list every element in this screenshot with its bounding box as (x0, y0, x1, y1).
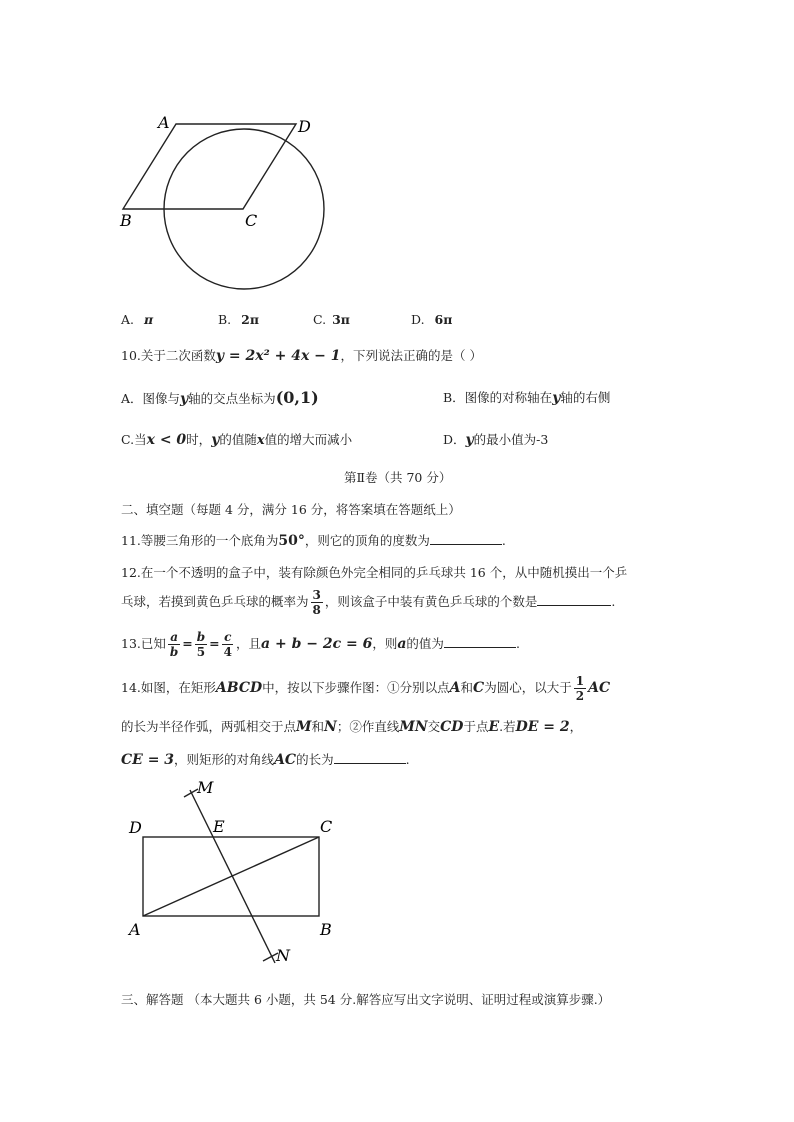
q11-pre: 11.等腰三角形的一个底角为 (121, 533, 279, 548)
q10-a-var: y (180, 391, 189, 407)
q10-c-mid2: 的值随 (219, 432, 257, 447)
figure-rectangle-bisector (120, 775, 350, 975)
q12-line2-post: ，则该盒子中装有黄色乒乓球的个数是 (324, 594, 538, 609)
q13-f1-den: b (169, 645, 179, 659)
q14-point-n: N (324, 719, 337, 735)
q14-ac: AC (588, 680, 611, 696)
q11-answer-blank[interactable] (430, 534, 502, 545)
q10-c-mid: 时， (186, 432, 212, 447)
q14-de: DE = 2 (515, 719, 570, 735)
q11-end: . (501, 533, 506, 548)
q10-b-post: 轴的右侧 (560, 390, 611, 405)
q14-l1-pre: 14.如图，在矩形 (121, 680, 216, 695)
q9-option-c-letter: C. (313, 312, 327, 327)
q14-point-m: M (296, 719, 312, 735)
fig2-label-e: E (213, 817, 225, 836)
q14-l2-mid3: 于点 (463, 719, 489, 734)
q14-end: . (405, 752, 410, 767)
fig1-label-b: B (120, 211, 132, 230)
q10-a-pre: A．图像与 (121, 391, 181, 406)
q14-answer-blank[interactable] (334, 753, 406, 764)
q13-f1-num: a (170, 630, 178, 644)
q14-l2-end: ， (569, 719, 583, 734)
q10-stem-post: ，下列说法正确的是（ ） (340, 348, 482, 363)
q9-option-d-letter: D. (411, 312, 425, 327)
q9-option-b-value: 2π (241, 312, 260, 327)
q13-var: a (397, 636, 407, 652)
q11-angle: 50° (278, 533, 305, 549)
fig1-label-a: A (158, 113, 170, 132)
q10-stem-text: 10.关于二次函数 (121, 348, 216, 363)
q10-option-a (121, 388, 319, 407)
q14-line2 (121, 717, 582, 735)
q9-option-c (313, 312, 350, 327)
q13-frac-2 (195, 630, 207, 659)
q14-point-a: A (449, 680, 461, 696)
q14-half-den: 2 (575, 689, 585, 703)
fig1-label-d: D (298, 117, 311, 136)
q9-option-b-letter: B. (218, 312, 232, 327)
q12-line1: 12.在一个不透明的盒子中，装有除颜色外完全相同的乒乓球共 16 个，从中随机摸出一个乒 (121, 565, 628, 580)
q9-option-d (411, 312, 452, 327)
q13-eq-1: = (182, 636, 193, 651)
q10-option-c (121, 430, 352, 448)
q14-l2-and: 和 (311, 719, 325, 734)
q13-f3-den: 4 (223, 645, 232, 659)
q13-f2-den: 5 (196, 645, 206, 659)
q10-c-cond: x < 0 (146, 432, 187, 448)
q10-a-mid: 轴的交点坐标为 (188, 391, 276, 406)
q14-l1-mid: 中，按以下步骤作图：①分别以点 (262, 680, 450, 695)
figure-parallelogram-circle (110, 108, 340, 298)
arc-mark-m (184, 789, 198, 797)
q11 (121, 531, 506, 549)
q14-line1 (121, 674, 610, 703)
q13-f3-num: c (224, 630, 232, 644)
q14-l3-post: 的长为 (296, 752, 334, 767)
q14-l2-mid: ；②作直线 (336, 719, 400, 734)
q13-frac-1 (168, 630, 180, 659)
q10-option-b (443, 388, 610, 406)
q10-a-point: (0,1) (275, 388, 319, 407)
q10-c-var: y (211, 432, 220, 448)
q12-answer-blank[interactable] (537, 595, 611, 606)
q13-pre: 13.已知 (121, 636, 166, 651)
q9-option-a (121, 312, 153, 327)
fig2-label-n: N (276, 946, 290, 965)
q14-ac2: AC (274, 752, 297, 768)
fig2-label-m: M (197, 778, 214, 797)
q13-end: . (515, 636, 520, 651)
section-2-heading: 二、填空题（每题 4 分，满分 16 分，将答案填在答题纸上） (121, 502, 461, 517)
q10-d-post: 的最小值为-3 (473, 432, 549, 447)
fig1-label-c: C (245, 211, 258, 230)
q13-eq-2: = (209, 636, 220, 651)
q13-mid2: ，则 (372, 636, 398, 651)
q14-line-mn: MN (399, 719, 428, 735)
q14-point-c: C (473, 680, 485, 696)
q13-condition: a + b − 2c = 6 (261, 636, 373, 652)
q9-option-c-value: 3π (332, 312, 350, 327)
q9-option-a-letter: A. (121, 312, 135, 327)
q9-option-b (218, 312, 259, 327)
q12-line2 (121, 588, 615, 617)
q14-l2-mid2: 交 (427, 719, 441, 734)
q14-l1-and: 和 (460, 680, 474, 695)
q10-function: y = 2x² + 4x − 1 (215, 348, 341, 364)
q13-mid: ，且 (236, 636, 262, 651)
q9-option-a-value: π (144, 312, 154, 327)
q9-option-d-value: 6π (434, 312, 453, 327)
q10-c-post: 值的增大而减小 (264, 432, 353, 447)
section-2-title: 第Ⅱ卷（共 70 分） (344, 470, 452, 485)
q13-frac-3 (222, 630, 234, 659)
q12-frac-num: 3 (312, 588, 321, 602)
q14-l1-mid2: 为圆心，以大于 (484, 680, 572, 695)
q14-half-fraction (574, 674, 586, 703)
line-mn (190, 790, 275, 963)
q14-line3 (121, 750, 410, 768)
q14-side-cd: CD (440, 719, 464, 735)
q14-l3-mid: ，则矩形的对角线 (174, 752, 275, 767)
q10-d-pre: D． (443, 432, 466, 447)
q12-probability-fraction (311, 588, 323, 617)
q10-stem (121, 346, 482, 364)
q10-c-pre: C.当 (121, 432, 147, 447)
q14-half-num: 1 (575, 674, 585, 688)
q13 (121, 630, 520, 659)
q13-answer-blank[interactable] (444, 637, 516, 648)
section-3-heading: 三、解答题 （本大题共 6 小题，共 54 分.解答应写出文字说明、证明过程或演算步骤.） (121, 992, 611, 1007)
q10-option-d (443, 430, 548, 448)
q10-b-var: y (552, 390, 561, 406)
q10-c-var2: x (256, 433, 265, 448)
q13-f2-num: b (196, 630, 206, 644)
q10-d-var: y (465, 432, 474, 448)
q12-frac-den: 8 (312, 603, 321, 617)
q14-rect: ABCD (215, 680, 263, 696)
q13-post: 的值为 (406, 636, 444, 651)
q14-l2-mid4: .若 (499, 719, 516, 734)
q14-l2-pre: 的长为半径作弧，两弧相交于点 (121, 719, 297, 734)
q12-end: . (611, 594, 616, 609)
q10-b-pre: B．图像的对称轴在 (443, 390, 553, 405)
fig2-label-b: B (320, 920, 332, 939)
q14-point-e: E (488, 719, 500, 735)
fig2-label-d: D (129, 818, 142, 837)
fig2-label-c: C (320, 817, 333, 836)
fig2-label-a: A (129, 920, 141, 939)
diagonal-ac (143, 837, 319, 916)
q11-post: ，则它的顶角的度数为 (304, 533, 430, 548)
q12-line2-pre: 乓球，若摸到黄色乒乓球的概率为 (121, 594, 309, 609)
q14-ce: CE = 3 (121, 752, 175, 768)
